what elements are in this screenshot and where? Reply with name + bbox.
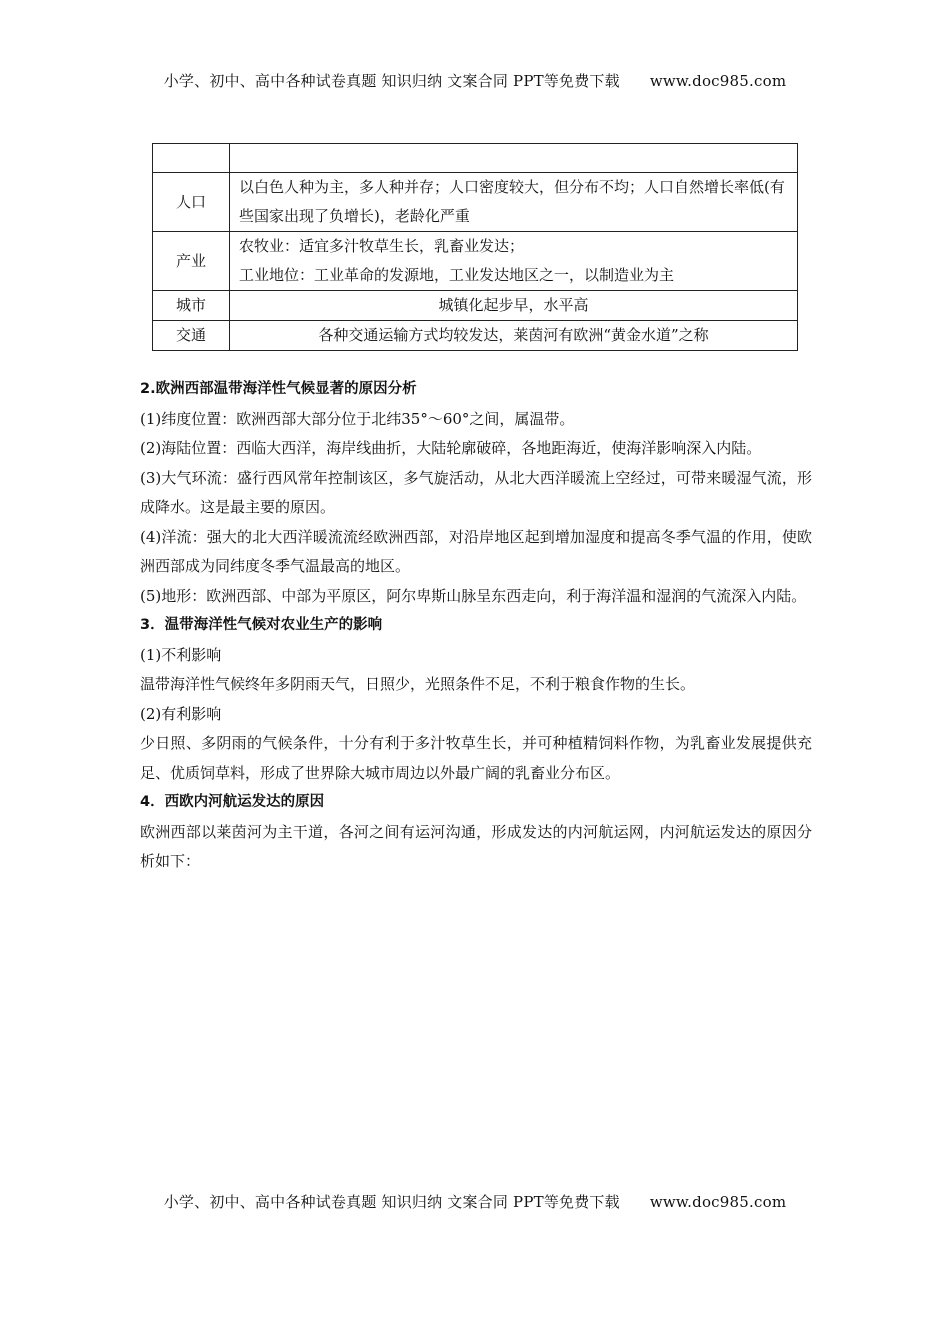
section-3-paragraph: 少日照、多阴雨的气候条件，十分有利于多汁牧草生长，并可种植精饲料作物，为乳畜业发展提供充足、优质饲草料，形成了世界除大城市周边以外最广阔的乳畜业分布区。: [140, 734, 812, 782]
table-cell-label: 人口: [153, 173, 230, 232]
table-row: [153, 173, 798, 232]
section-2-item: (2)海陆位置：西临大西洋，海岸线曲折，大陆轮廓破碎，各地距海近，使海洋影响深入内陆。: [140, 439, 762, 457]
footer-url[interactable]: www.doc985.com: [649, 1193, 787, 1211]
table-cell-line: 工业地位：工业革命的发源地，工业发达地区之一，以制造业为主: [239, 266, 675, 284]
header-url[interactable]: www.doc985.com: [649, 72, 787, 90]
europe-overview-table: [152, 143, 798, 351]
section-2-item: (3)大气环流：盛行西风常年控制该区，多气旋活动，从北大西洋暖流上空经过，可带来暖湿气流，形成降水。这是最主要的原因。: [140, 468, 812, 516]
section-2-item: (5)地形：欧洲西部、中部为平原区，阿尔卑斯山脉呈东西走向，利于海洋温和湿润的气流深入内陆。: [140, 586, 807, 605]
table-cell-content: [230, 144, 798, 173]
main-content: [140, 375, 812, 877]
section-4-heading: 4．西欧内河航运发达的原因: [140, 794, 325, 810]
table-cell-label: 产业: [153, 232, 230, 291]
section-2-heading: 2.欧洲西部温带海洋性气候显著的原因分析: [140, 381, 417, 397]
section-2-item: (4)洋流：强大的北大西洋暖流流经欧洲西部，对沿岸地区起到增加湿度和提高冬季气温的作用，使欧洲西部成为同纬度冬季气温最高的地区。: [140, 527, 812, 575]
header-text: 小学、初中、高中各种试卷真题 知识归纳 文案合同 PPT等免费下载: [163, 72, 620, 90]
section-2-item: (1)纬度位置：欧洲西部大部分位于北纬35°～60°之间，属温带。: [140, 409, 575, 428]
table-row: [153, 144, 798, 173]
table-cell-label: 交通: [153, 321, 230, 351]
page-footer: [0, 1191, 950, 1212]
table-cell-content: 以白色人种为主，多人种并存；人口密度较大，但分布不均；人口自然增长率低(有些国家出现了负增长)，老龄化严重: [230, 173, 798, 232]
table-cell-label: [153, 144, 230, 173]
section-3-subheading: (1)不利影响: [140, 645, 222, 664]
footer-text: 小学、初中、高中各种试卷真题 知识归纳 文案合同 PPT等免费下载: [163, 1193, 620, 1211]
section-4-paragraph: 欧洲西部以莱茵河为主干道，各河之间有运河沟通，形成发达的内河航运网，内河航运发达的原因分析如下：: [140, 822, 812, 870]
page-header: [0, 70, 950, 91]
table-row: [153, 321, 798, 351]
table-row: [153, 291, 798, 321]
table-cell-line: 农牧业：适宜多汁牧草生长，乳畜业发达；: [239, 237, 525, 255]
table-cell-content: [230, 232, 798, 291]
section-3-subheading: (2)有利影响: [140, 704, 222, 723]
table-cell-content: 各种交通运输方式均较发达，莱茵河有欧洲“黄金水道”之称: [230, 321, 798, 351]
section-3-paragraph: 温带海洋性气候终年多阴雨天气，日照少，光照条件不足，不利于粮食作物的生长。: [140, 675, 696, 693]
table-cell-label: 城市: [153, 291, 230, 321]
table-cell-content: 城镇化起步早，水平高: [230, 291, 798, 321]
table-row: [153, 232, 798, 291]
section-3-heading: 3．温带海洋性气候对农业生产的影响: [140, 617, 383, 633]
